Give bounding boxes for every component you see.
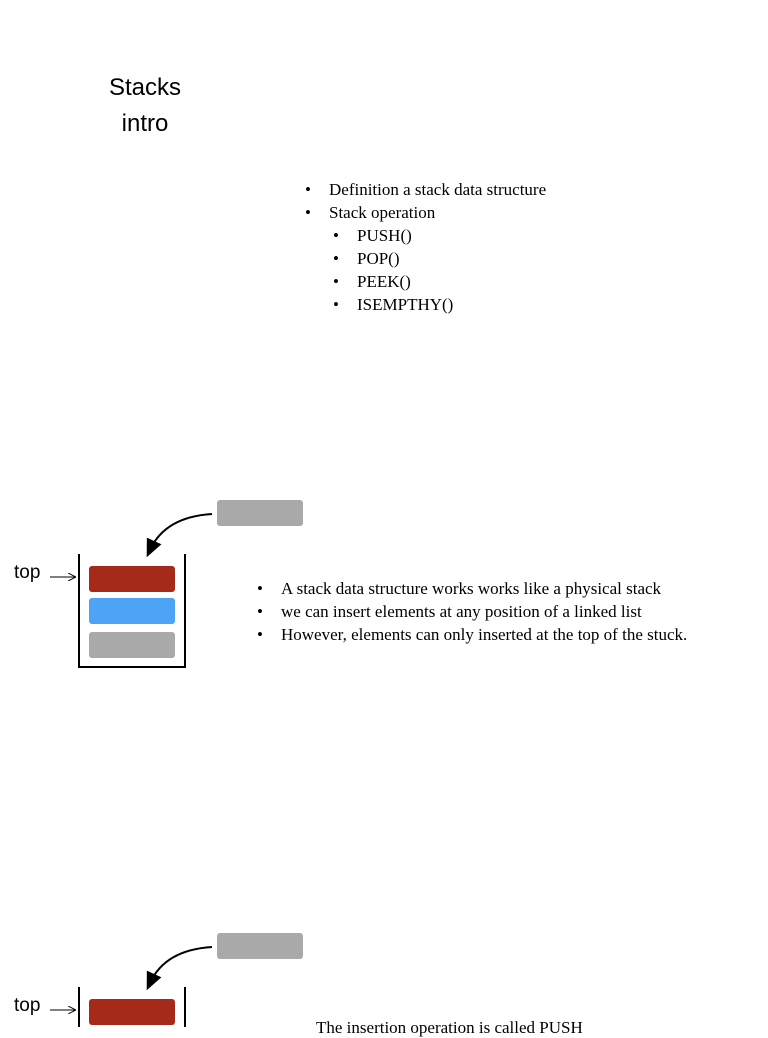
top-label: top bbox=[14, 562, 41, 583]
partial-caption: The insertion operation is called PUSH bbox=[316, 1018, 583, 1037]
incoming-element bbox=[217, 933, 303, 959]
list-item: • PUSH() bbox=[333, 224, 546, 247]
stack-bottom-wall bbox=[78, 666, 186, 668]
stack-element-bottom bbox=[89, 632, 175, 658]
top-label: top bbox=[14, 995, 41, 1016]
stack-description-list bbox=[257, 577, 687, 646]
list-item: • PEEK() bbox=[333, 270, 546, 293]
list-item: • Stack operation • PUSH() • POP() • PEEK() • ISEMPTHY() bbox=[305, 201, 546, 316]
stack-element-top bbox=[89, 999, 175, 1025]
title-line-2: intro bbox=[121, 110, 169, 137]
list-item: • A stack data structure works works like a physical stack bbox=[257, 577, 687, 600]
list-item: • However, elements can only inserted at the top of the stuck. bbox=[257, 623, 687, 646]
list-item: • Definition a stack data structure bbox=[305, 178, 546, 201]
stack-left-wall bbox=[78, 554, 80, 668]
stack-element-top bbox=[89, 566, 175, 592]
title-line-1: Stacks bbox=[108, 74, 182, 101]
stack-right-wall bbox=[184, 554, 186, 668]
stack-right-wall bbox=[184, 987, 186, 1027]
list-item: • we can insert elements at any position of a linked list bbox=[257, 600, 687, 623]
list-item: • ISEMPTHY() bbox=[333, 293, 546, 316]
stack-left-wall bbox=[78, 987, 80, 1027]
incoming-element bbox=[217, 500, 303, 526]
list-item: • POP() bbox=[333, 247, 546, 270]
stack-element-middle bbox=[89, 598, 175, 624]
push-arrow bbox=[150, 514, 212, 550]
push-arrow bbox=[150, 947, 212, 983]
